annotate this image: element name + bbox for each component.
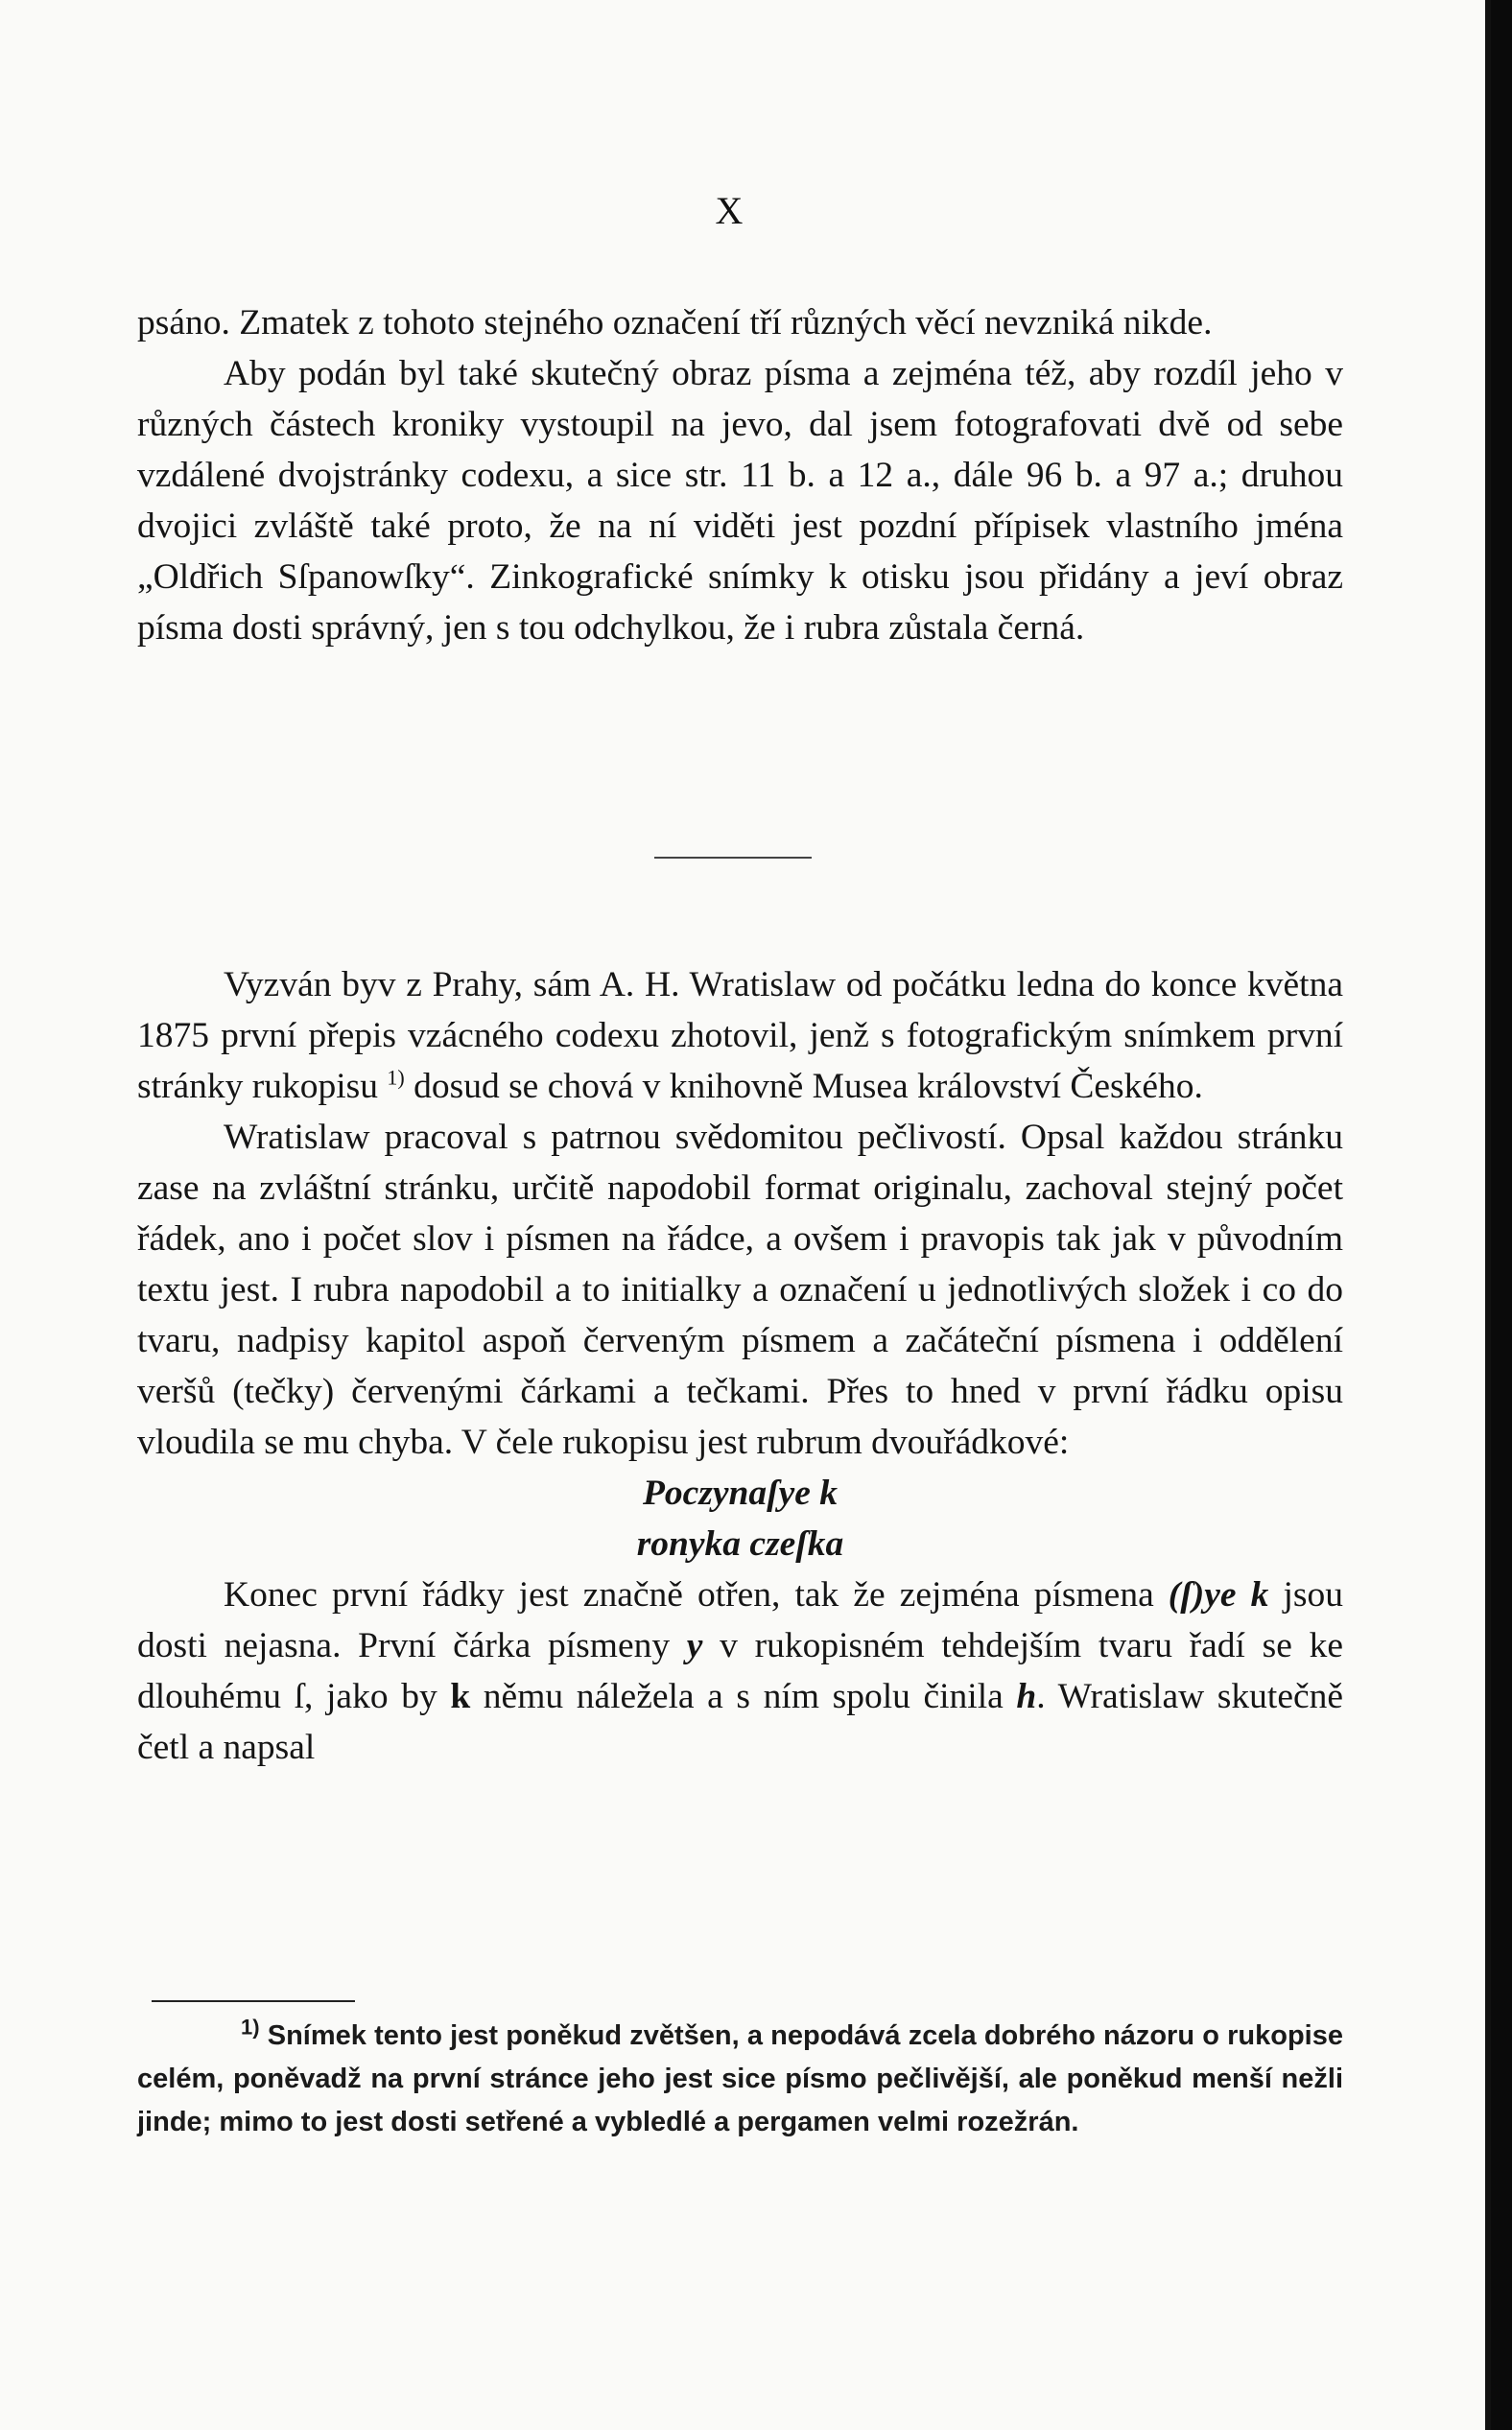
p5-part-d: němu náležela a s ním spolu činila <box>470 1677 1017 1716</box>
p5-part-e: . Wratislaw skutečně četl a napsal <box>137 1677 1343 1767</box>
paragraph-continuation: psáno. Zmatek z tohoto stejného označení tří různých věcí nevzniká nikde. <box>137 303 1213 342</box>
text-block-upper <box>137 297 1343 653</box>
section-divider <box>654 857 812 859</box>
p5-part-c: v rukopisném tehdejším tvaru řadí se ke dlouhému ſ, jako by <box>137 1626 1343 1716</box>
rubric-line-2: ronyka czeſka <box>636 1524 844 1564</box>
paragraph-first-line <box>137 1569 1343 1773</box>
paragraph-transcript-end: dosud se chová v knihovně Musea království Českého. <box>404 1067 1203 1106</box>
text-block-lower <box>137 959 1343 1773</box>
p5-italic-2: y <box>686 1626 703 1665</box>
footnote-marker: 1) <box>241 2015 260 2040</box>
footnote <box>137 2015 1343 2144</box>
p5-part-a: Konec první řádky jest značně otřen, tak že zejména písmena <box>224 1575 1169 1615</box>
p5-bold-k: k <box>450 1677 471 1716</box>
rubric-line-1: Poczynaſye k <box>642 1474 839 1513</box>
rubric-heading <box>137 1468 1343 1569</box>
paragraph-photographs: Aby podán byl také skutečný obraz písma a zejména též, aby rozdíl jeho v různých částech kroniky vystoupil na jevo, dal jsem fotografovati dvě od sebe vzdálené dvojstránky codexu, a sice str. 11 b. a 12 a., dále 96 b. a 97 a.; druhou dvojici zvláště také proto, že na ní viděti jest pozdní přípisek vlastního jména „Oldřich Sſpanowſky“. Zinkografické snímky k otisku jsou přidány a jeví obraz písma dosti správný, jen s tou odchylkou, že i rubra zůstala černá. <box>137 354 1343 648</box>
p5-italic-3: h <box>1016 1677 1037 1716</box>
page-number: X <box>715 189 744 232</box>
paragraph-transcript <box>137 959 1343 1112</box>
p5-italic-1: (ſ)ye k <box>1168 1575 1269 1615</box>
footnote-text: Snímek tento jest poněkud zvětšen, a nepodává zcela dobrého názoru o rukopise celém, poněvadž na první stránce jeho jest sice písmo pečlivější, ale poněkud menší nežli jinde; mimo to jest dosti setřené a vybledlé a pergamen velmi rozežrán. <box>137 2020 1343 2137</box>
scan-edge <box>1491 0 1512 2430</box>
paragraph-wratislaw: Wratislaw pracoval s patrnou svědomitou pečlivostí. Opsal každou stránku zase na zvláštní stránku, určitě napodobil format originalu, zachoval stejný počet řádek, ano i počet slov i písmen na řádce, a ovšem i pravopis tak jak v původním textu jest. I rubra napodobil a to initialky a označení u jednotlivých složek i co do tvaru, nadpisy kapitol aspoň červeným písmem a začáteční písmena i oddělení veršů (tečky) červenými čárkami a tečkami. Přes to hned v první řádku opisu vloudila se mu chyba. V čele rukopisu jest rubrum dvouřádkové: <box>137 1118 1343 1462</box>
p5-part-b: jsou dosti nejasna. První čárka písmeny <box>137 1575 1343 1665</box>
footnote-rule <box>152 2000 355 2002</box>
paragraph-transcript-text: Vyzván byv z Prahy, sám A. H. Wratislaw od počátku ledna do konce května 1875 první přepis vzácného codexu zhotovil, jenž s fotografickým snímkem první stránky rukopisu <box>137 965 1343 1106</box>
footnote-reference: 1) <box>387 1065 405 1090</box>
